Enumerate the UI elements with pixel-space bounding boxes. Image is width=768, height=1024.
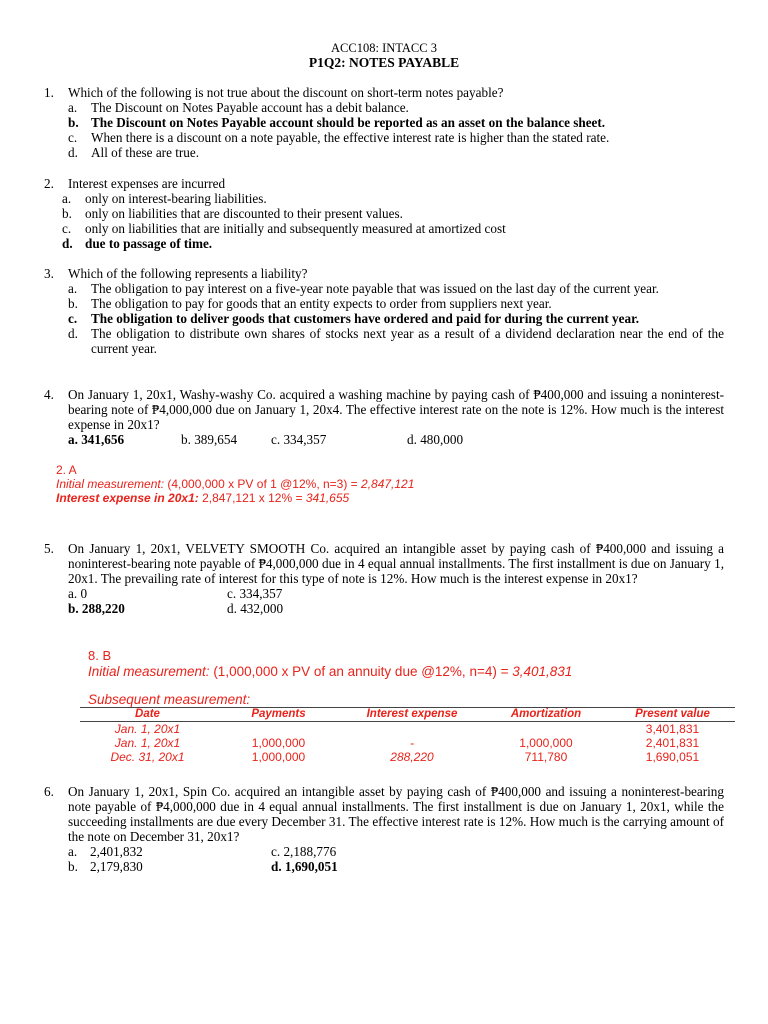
option-text: The obligation to pay interest on a five-year note payable that was issued on the last day of the current year. <box>91 281 659 296</box>
solution-4-line1: Initial measurement: (4,000,000 x PV of 1 @12%, n=3) = 2,847,121 <box>56 477 415 491</box>
option-letter: c. <box>68 130 78 145</box>
option-text: When there is a discount on a note payable, the effective interest rate is higher than the stated rate. <box>91 130 610 145</box>
page-title: P1Q2: NOTES PAYABLE <box>308 55 460 70</box>
question-number: 3. <box>44 266 54 281</box>
choice-a: 2,401,832 <box>90 844 143 859</box>
solution-5-subtitle: Subsequent measurement: <box>88 692 251 707</box>
option-text: only on liabilities that are initially and subsequently measured at amortized cost <box>85 221 506 236</box>
choice-b-answer: b. 288,220 <box>68 601 125 616</box>
option-letter: d. <box>68 145 78 160</box>
question-stem: On January 1, 20x1, Washy-washy Co. acquired a washing machine by paying cash of ₱400,000 and issuing a noninterest-bearing note of ₱4,000,000 due on January 1, 20x4. The effective interest rate on the note is 12%. How much is the interest expense in 20x1? <box>68 387 724 432</box>
table-row: Dec. 31, 20x1 1,000,000 288,220 711,780 1,690,051 <box>110 750 700 764</box>
choice-c: c. 334,357 <box>227 586 283 601</box>
col-header: Interest expense <box>342 708 482 722</box>
choice-a: a. 0 <box>68 586 88 601</box>
question-1 <box>44 85 724 160</box>
option-letter: b. <box>68 115 79 130</box>
question-4 <box>44 387 724 447</box>
table-row: Jan. 1, 20x1 3,401,831 <box>114 722 700 736</box>
question-stem: On January 1, 20x1, VELVETY SMOOTH Co. acquired an intangible asset by paying cash of ₱400,000 and issuing a noninterest-bearing note payable of ₱4,000,000 due in 4 equal annual installments. The first installment is due on January 1, 20x1. The prevailing rate of interest for this type of note is 12%. How much is the interest expense in 20x1? <box>68 541 724 586</box>
choice-b-letter: b. <box>68 859 78 874</box>
option-text: The obligation to pay for goods that an entity expects to order from suppliers next year. <box>91 296 552 311</box>
table-row: Jan. 1, 20x1 1,000,000 - 1,000,000 2,401,831 <box>114 736 700 750</box>
option-letter: d. <box>68 326 78 341</box>
choice-d: d. 432,000 <box>227 601 284 616</box>
question-number: 1. <box>44 85 54 100</box>
question-3 <box>44 266 724 356</box>
option-letter: b. <box>68 296 78 311</box>
course-code: ACC108: INTACC 3 <box>331 41 437 55</box>
option-letter: a. <box>62 191 72 206</box>
col-header: Present value <box>610 708 735 722</box>
choice-d-answer: d. 1,690,051 <box>271 859 338 874</box>
choice-c: c. 2,188,776 <box>271 844 337 859</box>
choice-b: 2,179,830 <box>90 859 143 874</box>
option-letter: c. <box>62 221 72 236</box>
question-2 <box>44 176 724 251</box>
choice-b: b. 389,654 <box>181 432 238 447</box>
solution-5-answer: 8. B <box>88 648 112 663</box>
choice-a-answer: a. 341,656 <box>68 432 125 447</box>
question-6 <box>44 784 724 874</box>
choice-d: d. 480,000 <box>407 432 464 447</box>
option-text-answer: The Discount on Notes Payable account should be reported as an asset on the balance sheet. <box>91 115 606 130</box>
option-text: only on interest-bearing liabilities. <box>85 191 267 206</box>
col-header: Date <box>80 708 215 722</box>
option-text: only on liabilities that are discounted to their present values. <box>85 206 403 221</box>
option-letter: b. <box>62 206 72 221</box>
question-number: 4. <box>44 387 54 402</box>
option-text: The Discount on Notes Payable account has a debit balance. <box>91 100 409 115</box>
amortization-table <box>80 707 735 764</box>
option-letter: d. <box>62 236 73 251</box>
col-header: Payments <box>215 708 342 722</box>
solution-4-line2: Interest expense in 20x1: 2,847,121 x 12% = 341,655 <box>56 491 350 505</box>
choice-c: c. 334,357 <box>271 432 327 447</box>
choice-a-letter: a. <box>68 844 78 859</box>
option-text: All of these are true. <box>91 145 200 160</box>
question-stem: Which of the following represents a liability? <box>68 266 308 281</box>
question-stem: On January 1, 20x1, Spin Co. acquired an intangible asset by paying cash of ₱400,000 and issuing a noninterest-bearing note payable of ₱4,000,000 due in 4 equal annual installments. The first installment is due on January 1, 20x1, while the succeeding installments are due every December 31. The effective interest rate is 12%. How much is the carrying amount of the note on December 31, 20x1? <box>68 784 724 844</box>
col-header: Amortization <box>482 708 610 722</box>
option-text-answer: due to passage of time. <box>85 236 213 251</box>
question-5 <box>44 541 724 616</box>
option-letter: a. <box>68 100 78 115</box>
question-number: 2. <box>44 176 54 191</box>
option-letter: a. <box>68 281 78 296</box>
question-stem: Which of the following is not true about the discount on short-term notes payable? <box>68 85 504 100</box>
solution-4-answer: 2. A <box>56 463 77 477</box>
option-text: The obligation to distribute own shares of stocks next year as a result of a dividend declaration near the end of the current year. <box>91 326 724 356</box>
option-text-answer: The obligation to deliver goods that customers have ordered and paid for during the current year. <box>91 311 640 326</box>
question-number: 5. <box>44 541 54 556</box>
solution-5-line1: Initial measurement: (1,000,000 x PV of an annuity due @12%, n=4) = 3,401,831 <box>88 664 573 679</box>
question-stem: Interest expenses are incurred <box>68 176 226 191</box>
question-number: 6. <box>44 784 54 799</box>
option-letter: c. <box>68 311 78 326</box>
